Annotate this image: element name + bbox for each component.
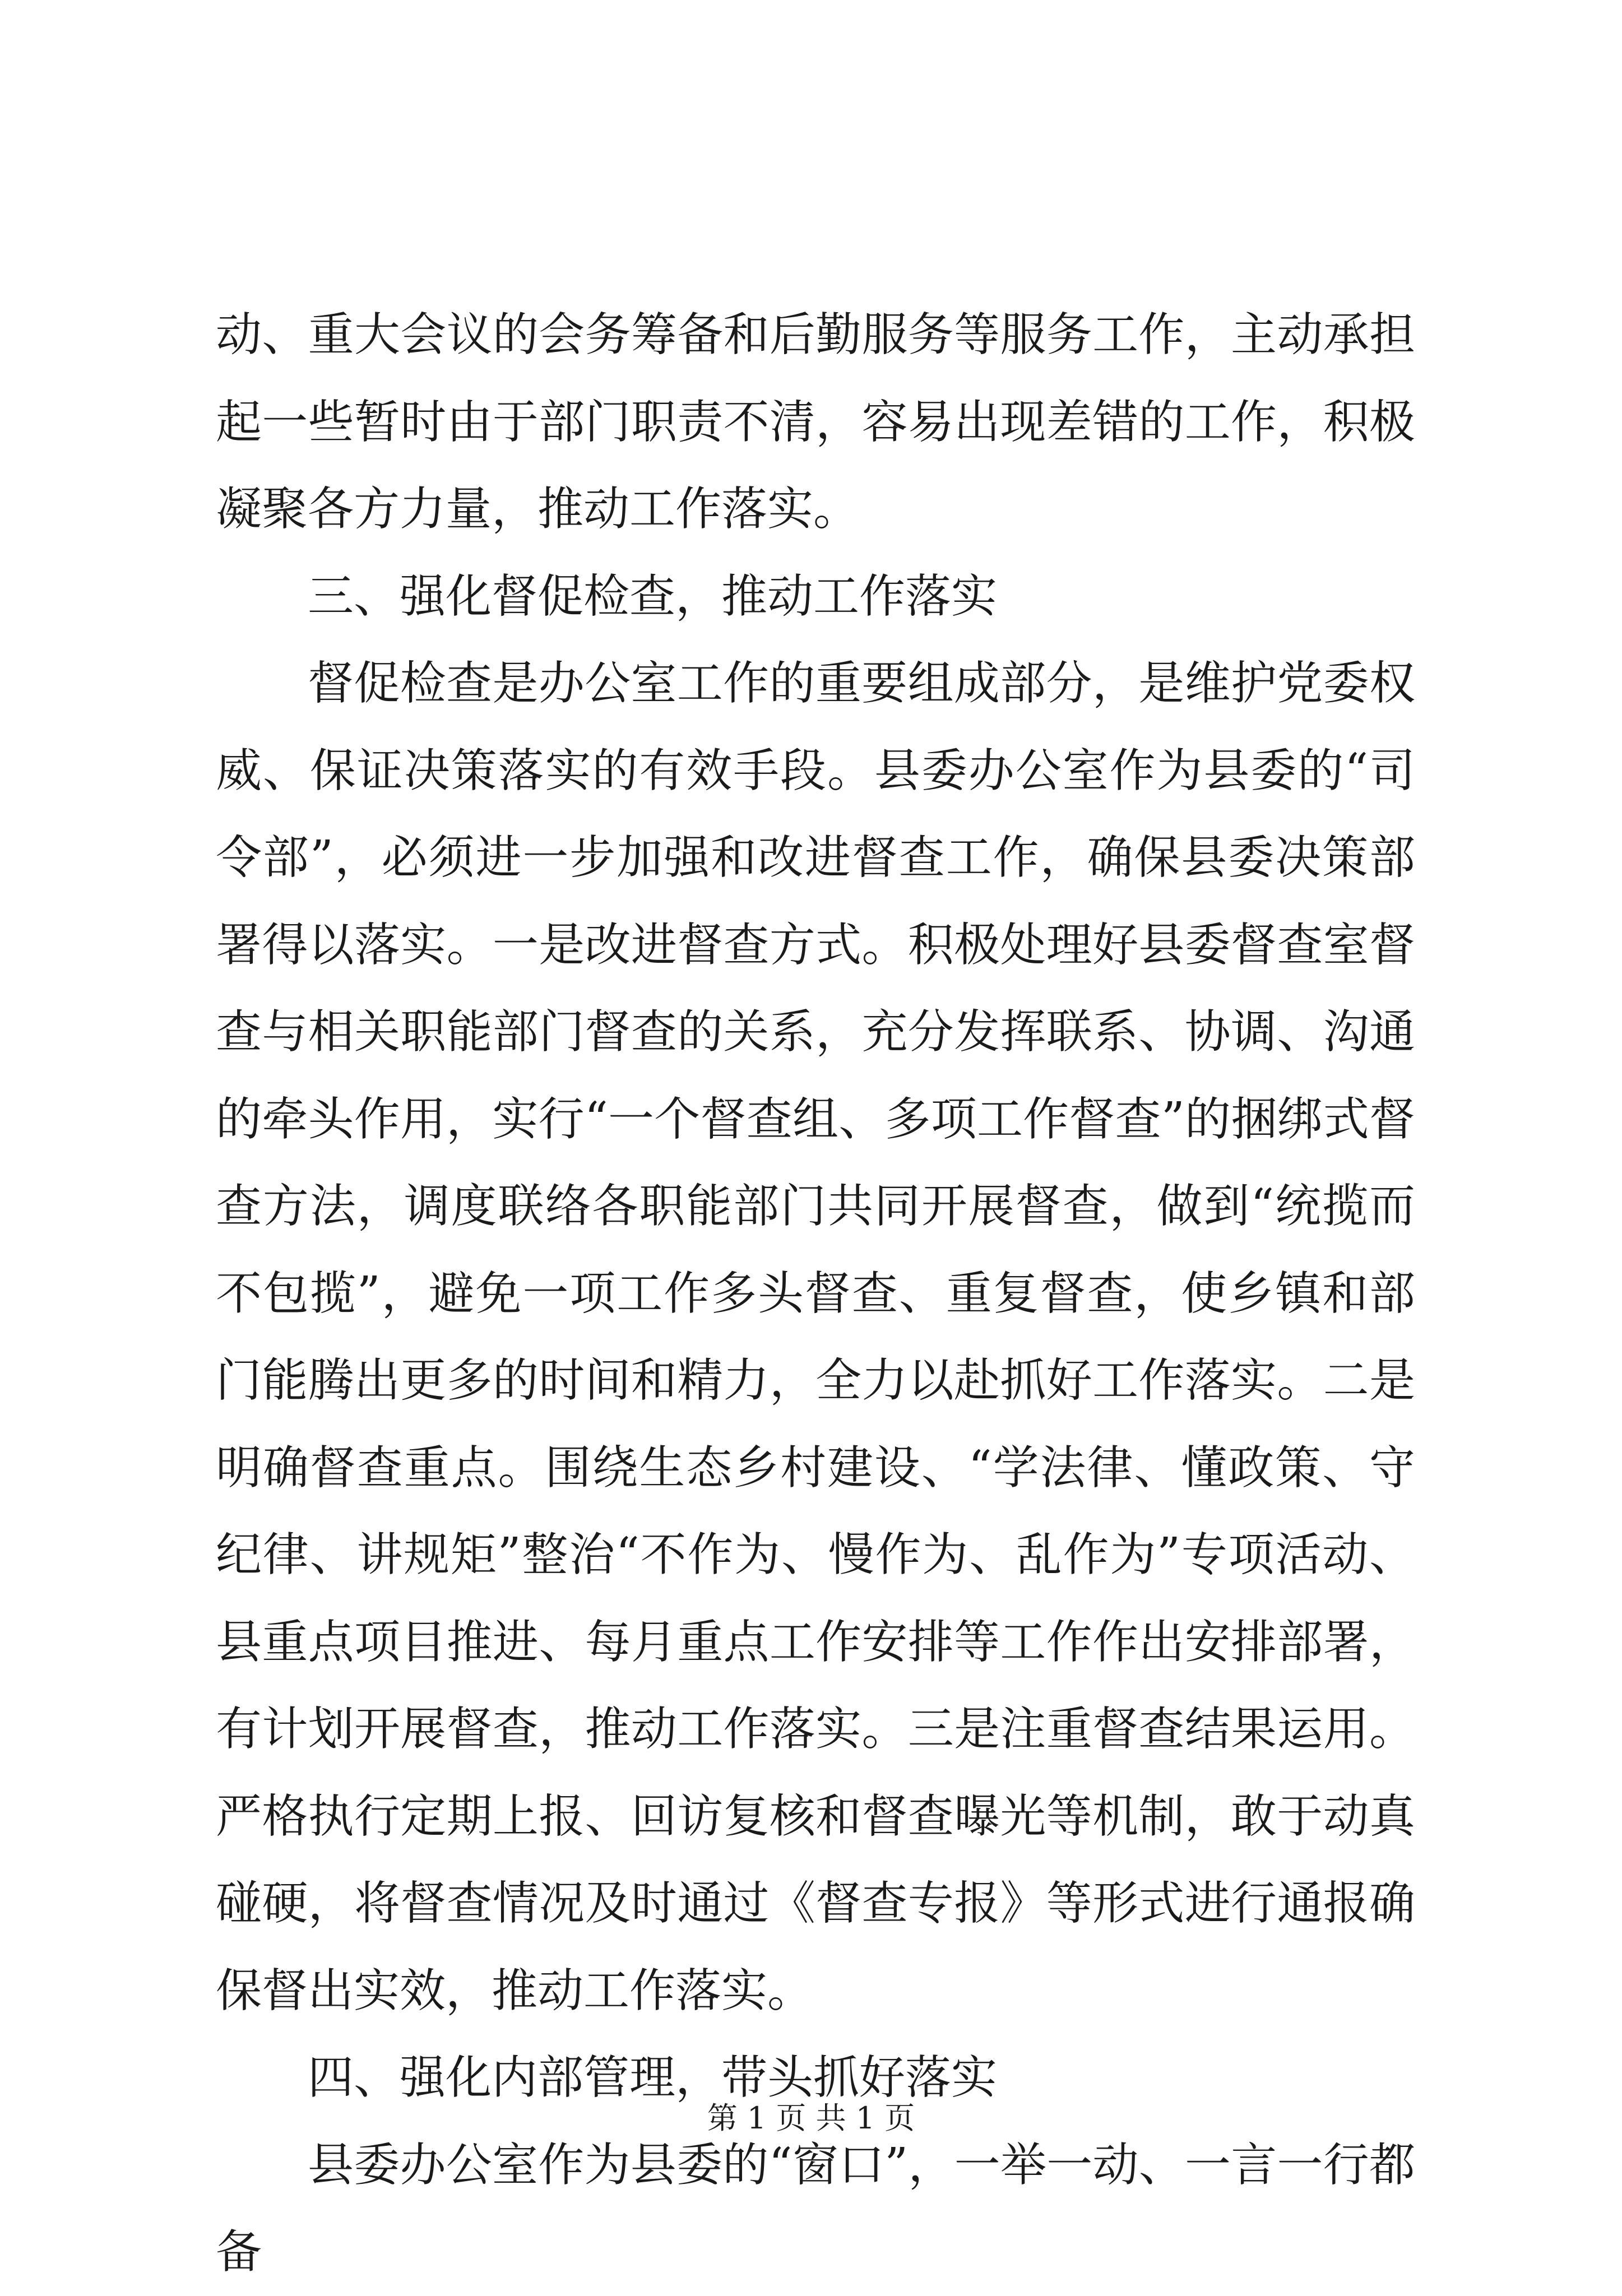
section-heading-4: 四、强化内部管理，带头抓好落实 xyxy=(308,2051,998,2104)
paragraph-section-3-body: 督促检查是办公室工作的重要组成部分，是维护党委权威、保证决策落实的有效手段。县委办公室作为县委的“司令部”，必须进一步加强和改进督查工作，确保县委决策部署得以落实。一是改进督查方式。积极处理好县委督查室督查与相关职能部门督查的关系，充分发挥联系、协调、沟通的牵头作用，实行“一个督查组、多项工作督查”的捆绑式督查方法，调度联络各职能部门共同开展督查，做到“统揽而不包揽”，避免一项工作多头督查、重复督查，使乡镇和部门能腾出更多的时间和精力，全力以赴抓好工作落实。二是明确督查重点。围绕生态乡村建设、“学法律、懂政策、守纪律、讲规矩”整治“不作为、慢作为、乱作为”专项活动、县重点项目推进、每月重点工作安排等工作作出安排部署，有计划开展督查，推动工作落实。三是注重督查结果运用。严格执行定期上报、回访复核和督查曝光等机制，敢于动真碰硬，将督查情况及时通过《督查专报》等形式进行通报确保督出实效，推动工作落实。 xyxy=(216,657,1415,2017)
page-footer: 第 1 页 共 1 页 xyxy=(707,2100,915,2136)
document-body xyxy=(216,291,1415,2296)
paragraph-section-4-body: 县委办公室作为县委的“窗口”，一举一动、一言一行都备 xyxy=(216,2138,1415,2279)
section-heading-3: 三、强化督促检查，推动工作落实 xyxy=(308,569,998,623)
paragraph-continuation: 动、重大会议的会务筹备和后勤服务等服务工作，主动承担起一些暂时由于部门职责不清，容易出现差错的工作，积极凝聚各方力量，推动工作落实。 xyxy=(216,308,1415,536)
